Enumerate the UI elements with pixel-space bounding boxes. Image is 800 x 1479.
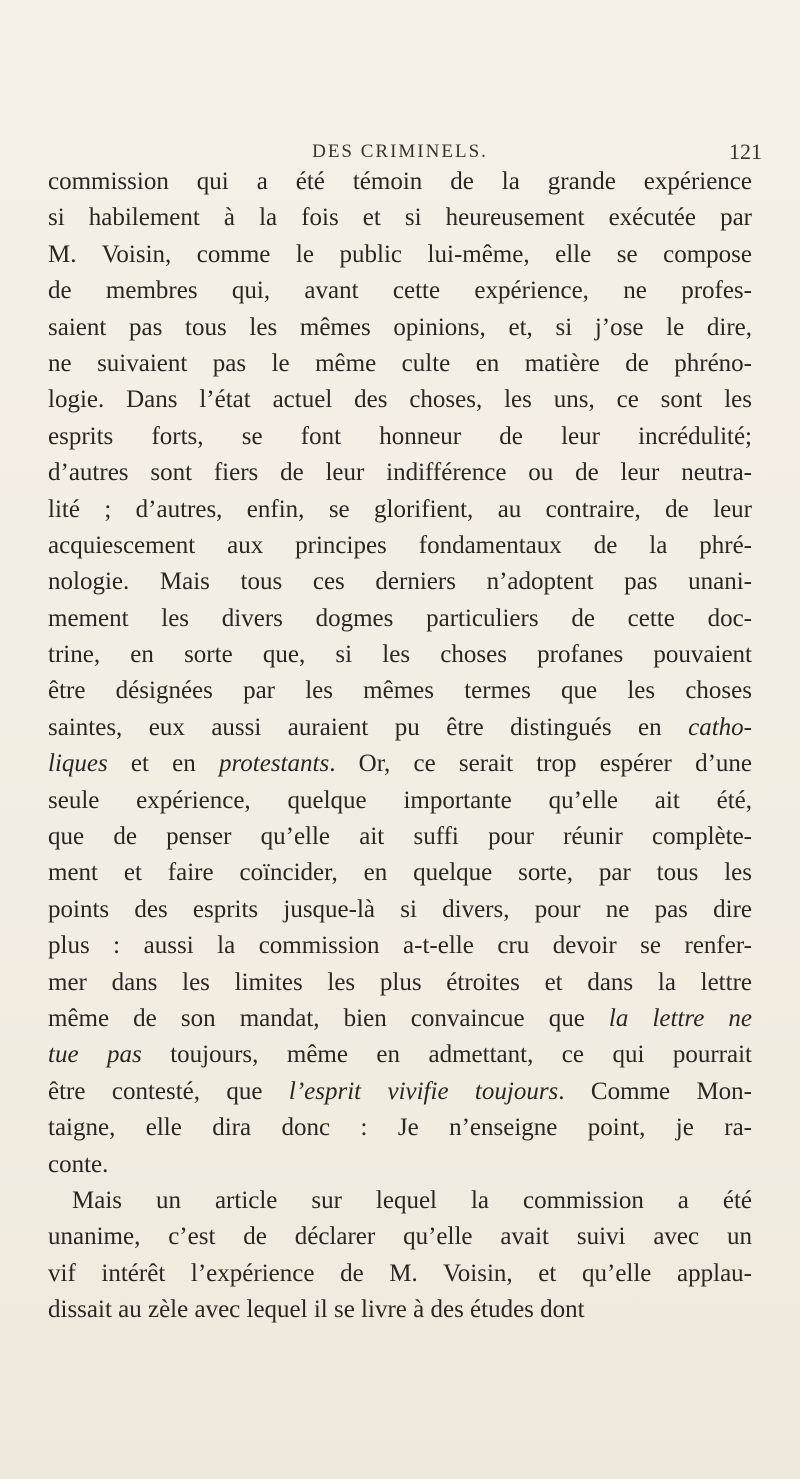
italic-span: l’esprit vivifie toujours (288, 1077, 559, 1105)
italic-span: liques (48, 750, 108, 778)
body-text (48, 164, 752, 1329)
text-line: ne suivaient pas le même culte en matière de phréno- (48, 349, 752, 377)
text-line: mer dans les limites les plus étroites et dans la lettre (48, 968, 752, 996)
italic-span: catho- (688, 713, 752, 741)
text-line: lité ; d’autres, enfin, se glorifient, au contraire, de leur (48, 495, 752, 523)
text-line: logie. Dans l’état actuel des choses, les uns, ce sont les (48, 386, 752, 414)
text-line: acquiescement aux principes fondamentaux de la phré- (48, 531, 752, 559)
text-line: ment et faire coïncider, en quelque sorte, par tous les (48, 859, 752, 887)
text-line: tue pas toujours, même en admettant, ce qui pourrait (48, 1041, 752, 1069)
text-line: commission qui a été témoin de la grande expérience (48, 168, 752, 195)
text-line: esprits forts, se font honneur de leur incrédulité; (48, 422, 752, 450)
italic-span: protestants (218, 750, 330, 778)
text-line: être contesté, que l’esprit vivifie toujours. Comme Mon- (48, 1077, 753, 1105)
text-line: points des esprits jusque-là si divers, pour ne pas dire (48, 895, 752, 923)
text-line: unanime, c’est de déclarer qu’elle avait suivi avec un (48, 1223, 752, 1251)
italic-span: la lettre ne (608, 1004, 752, 1032)
text-line: mement les divers dogmes particuliers de cette doc- (48, 604, 752, 632)
text-line: taigne, elle dira donc : Je n’enseigne point, je ra- (48, 1114, 752, 1142)
text-line: même de son mandat, bien convaincue que la lettre ne (48, 1004, 752, 1032)
text-line: plus : aussi la commission a-t-elle cru devoir se renfer- (48, 932, 752, 960)
text-line: si habilement à la fois et si heureusement exécutée par (48, 204, 752, 232)
text-line: vif intérêt l’expérience de M. Voisin, et qu’elle applau- (48, 1259, 752, 1287)
text-line: saintes, eux aussi auraient pu être distingués en catho- (48, 713, 752, 741)
text-line: M. Voisin, comme le public lui-même, elle se compose (48, 240, 752, 268)
italic-span: tue pas (48, 1041, 142, 1069)
text-line: de membres qui, avant cette expérience, ne profes- (48, 277, 752, 305)
text-line: liques et en protestants. Or, ce serait trop espérer d’une (48, 750, 752, 778)
text-line: trine, en sorte que, si les choses profanes pouvaient (48, 641, 752, 669)
text-line: être désignées par les mêmes termes que les choses (48, 677, 752, 705)
page-number: 121 (729, 139, 762, 164)
text-line: d’autres sont fiers de leur indifférence ou de leur neutra- (48, 459, 752, 487)
text-line: saient pas tous les mêmes opinions, et, si j’ose le dire, (48, 313, 752, 341)
text-line: Mais un article sur lequel la commission a été (72, 1186, 752, 1214)
text-line: seule expérience, quelque importante qu’elle ait été, (48, 786, 752, 814)
text-line: dissait au zèle avec lequel il se livre à des études dont (48, 1296, 585, 1324)
running-head: DES CRIMINELS. (312, 141, 488, 162)
text-line: nologie. Mais tous ces derniers n’adoptent pas unani- (48, 568, 752, 596)
text-line: que de penser qu’elle ait suffi pour réunir complète- (48, 823, 752, 851)
text-line: conte. (48, 1150, 109, 1178)
